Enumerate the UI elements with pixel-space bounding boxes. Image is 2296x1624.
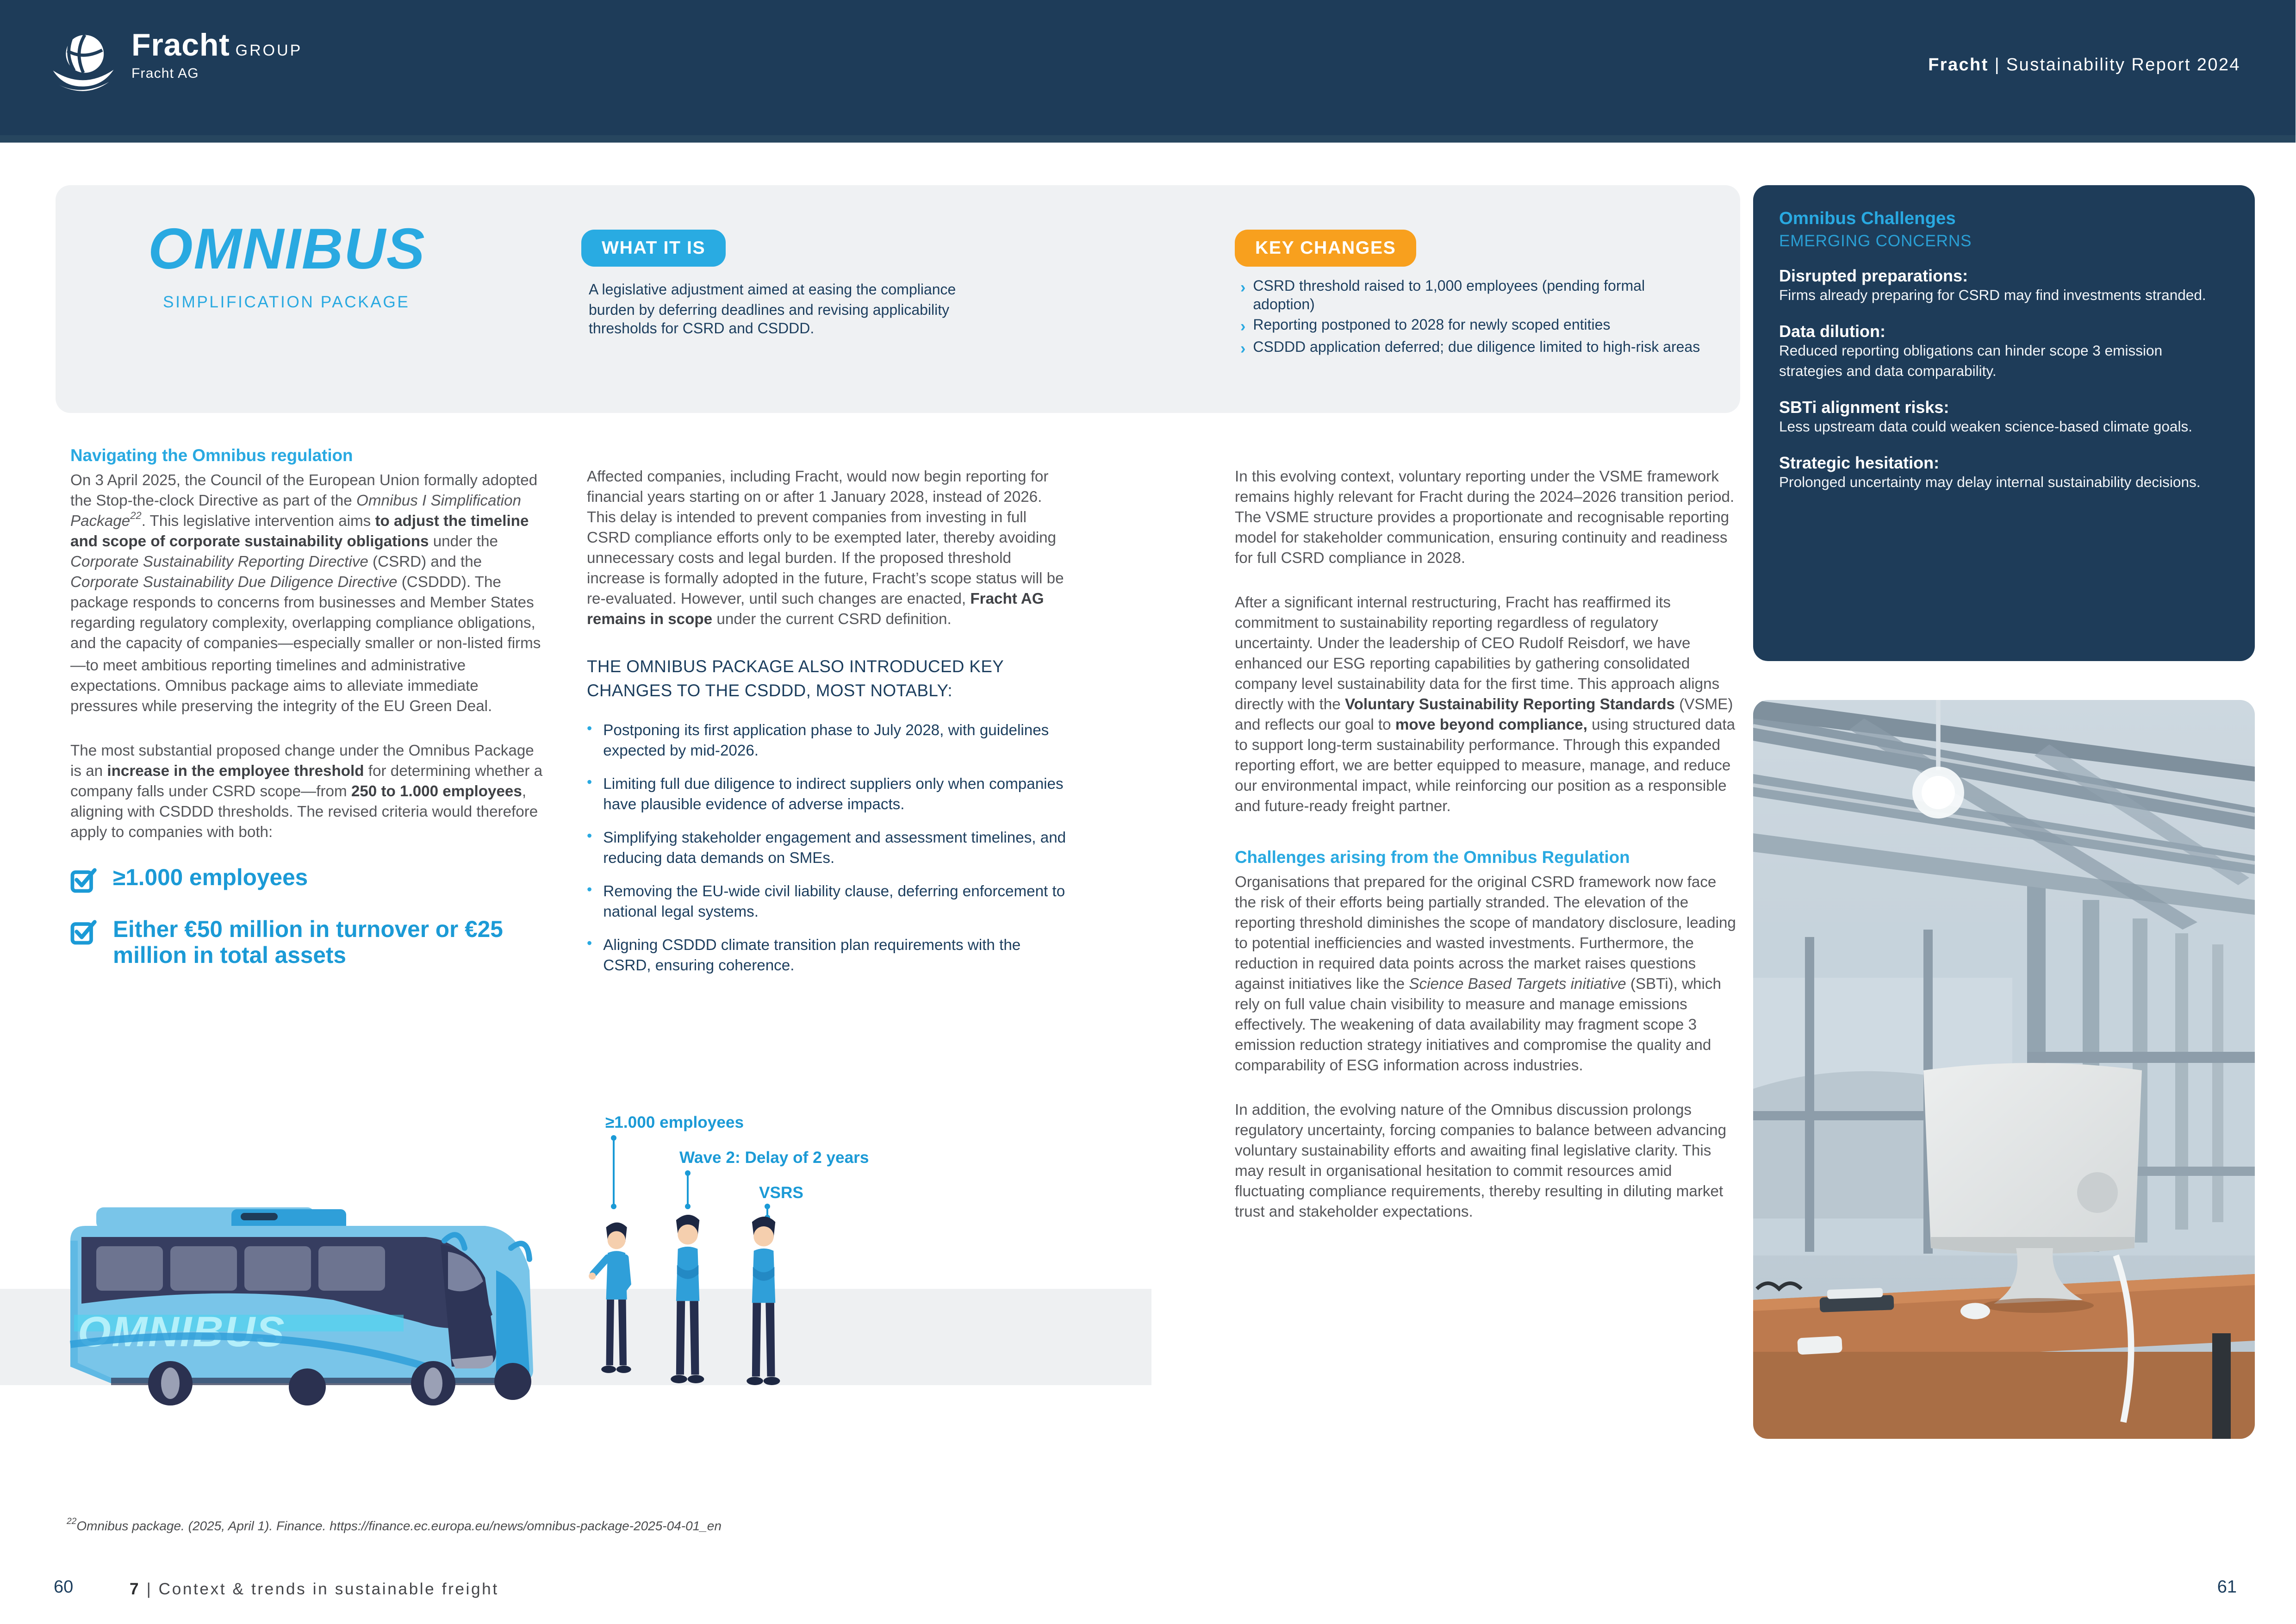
- challenges-sidebar: [1753, 185, 2255, 661]
- column-3: [1235, 467, 1740, 1241]
- bullet-icon: •: [587, 882, 592, 899]
- col1-heading: Navigating the Omnibus regulation: [70, 446, 353, 465]
- concern-text: Prolonged uncertainty may delay internal sustainability decisions.: [1779, 474, 2201, 491]
- checklist-item: [70, 864, 548, 894]
- checklist-label: ≥1.000 employees: [113, 864, 308, 891]
- concern-heading: SBTi alignment risks:: [1779, 398, 1949, 417]
- concern-item: [1779, 398, 2229, 437]
- header-bar: [0, 0, 2296, 143]
- footer-section-title: | Context & trends in sustainable freight: [140, 1579, 499, 1597]
- checklist-item: [70, 916, 548, 970]
- checkbox-icon: [70, 918, 98, 946]
- bullet-text: Limiting full due diligence to indirect suppliers only when companies have plausible evidence of adverse impacts.: [603, 774, 1064, 813]
- brand-suffix: GROUP: [235, 41, 303, 59]
- column-1: [70, 444, 548, 970]
- brand-name: Fracht: [131, 28, 230, 63]
- concern-text: Firms already preparing for CSRD may find investments stranded.: [1779, 287, 2206, 304]
- col2-heading: THE OMNIBUS PACKAGE ALSO INTRODUCED KEY CHANGES TO THE CSDDD, MOST NOTABLY:: [587, 658, 1004, 700]
- footer-section: [130, 1579, 499, 1597]
- bullet-text: Removing the EU-wide civil liability clause, deferring enforcement to national legal systems.: [603, 882, 1065, 921]
- concern-text: Less upstream data could weaken science-based climate goals.: [1779, 418, 2193, 435]
- col2-paragraph-1: Affected companies, including Fracht, would now begin reporting for financial years starting on or after 1 January 2028, instead of 2026. This delay is intended to prevent companies from investing in full CSRD compliance efforts only to be exempted later, thereby avoiding unnecessary costs and legal burden. If the proposed threshold increase is formally adopted in the future, Fracht’s scope status will be re-evaluated. However, until such changes are enacted, Fracht AG remains in scope under the current CSRD definition.: [587, 467, 1064, 628]
- omnibus-bus-illustration: [56, 1207, 541, 1405]
- concern-text: Reduced reporting obligations can hinder scope 3 emission strategies and data comparability.: [1779, 343, 2163, 379]
- header-divider: [0, 135, 2296, 143]
- footer-section-number: 7: [130, 1579, 141, 1597]
- svg-text:OMNIBUS: OMNIBUS: [78, 1308, 286, 1355]
- bullet-item: [587, 882, 1072, 923]
- concern-item: [1779, 454, 2229, 493]
- footnote: $^{22}$Omnibus package. (2025, April 1). Finance. https://finance.ec.europa.eu/news/omnibus-package-2025-04-01_en: [67, 1518, 722, 1534]
- report-title-bold: Fracht: [1928, 56, 1989, 76]
- hero-subtitle: SIMPLIFICATION PACKAGE: [163, 293, 410, 311]
- hero-title: OMNIBUS: [148, 217, 426, 281]
- bullet-icon: •: [587, 936, 592, 953]
- report-title: [1928, 56, 2240, 76]
- bullet-text: Aligning CSDDD climate transition plan requirements with the CSRD, ensuring coherence.: [603, 936, 1021, 975]
- sidebar-subtitle: EMERGING CONCERNS: [1779, 231, 1972, 250]
- checklist-label: Either €50 million in turnover or €25 million in total assets: [113, 916, 503, 969]
- bullet-icon: •: [587, 828, 592, 845]
- brand-subtitle: Fracht AG: [131, 65, 199, 81]
- key-changes-list: [1240, 278, 1707, 359]
- col3-paragraph-3: Organisations that prepared for the original CSRD framework now face the risk of their efforts being partially stranded. The elevation of the reporting threshold diminishes the scope of mandatory disclosure, leading to potential inefficiencies and wasted investments. Furthermore, the reduction in required data points across the market raises questions against initiatives like the Science Based Targets initiative (SBTi), which rely on full value chain visibility to measure and manage emissions effectively. The weakening of data availability may fragment scope 3 emission reduction strategy initiatives and compromise the quality and comparability of ESG information across industries.: [1235, 871, 1736, 1074]
- col1-paragraph-1: On 3 April 2025, the Council of the European Union formally adopted the Stop-the-clock Directive as part of the Omnibus I Simplification Package$^{22}$. This legislative intervention aims to adjust the timeline and scope of corporate sustainability obligations under the Corporate Sustainability Reporting Directive (CSRD) and the Corporate Sustainability Due Diligence Directive (CSDDD). The package responds to concerns from businesses and Member States regarding regulatory complexity, overlapping compliance obligations, and the capacity of companies—especially smaller or non-listed firms—to meet ambitious reporting timelines and administrative expectations. Omnibus package aims to alleviate immediate pressures while preserving the integrity of the EU Green Deal.: [70, 470, 541, 714]
- col1-paragraph-2: The most substantial proposed change under the Omnibus Package is an increase in the employee threshold for determining whether a company falls under CSRD scope—from 250 to 1.000 employees, aligning with CSDDD thresholds. The revised criteria would therefore apply to companies with both:: [70, 740, 543, 840]
- col3-paragraph-4: In addition, the evolving nature of the Omnibus discussion prolongs regulatory uncertainty, forcing companies to balance between advancing voluntary sustainability efforts and awaiting final legislative clarity. This may result in organisational hesitation to commit resources amid fluctuating compliance requirements, thereby resulting in diluting market trust and stakeholder expectations.: [1235, 1100, 1727, 1221]
- key-change-text: CSRD threshold raised to 1,000 employees (pending formal adoption): [1253, 278, 1645, 313]
- key-changes-badge: KEY CHANGES: [1235, 230, 1416, 267]
- person-figure-arms-crossed: [665, 1215, 713, 1394]
- col3-paragraph-1: In this evolving context, voluntary reporting under the VSME framework remains highly relevant for Fracht during the 2024–2026 transition period. The VSME structure provides a proportionate and recognisable reporting model for stakeholder communication, ensuring continuity and readiness for full CSRD compliance in 2028.: [1235, 467, 1735, 567]
- pointer-line-2: [687, 1174, 690, 1206]
- bullet-text: Postponing its first application phase to July 2028, with guidelines expected by mid-2026.: [603, 720, 1049, 760]
- figure-label-1: ≥1.000 employees: [605, 1113, 744, 1131]
- key-change-item: [1240, 278, 1707, 316]
- concern-heading: Strategic hesitation:: [1779, 454, 1940, 473]
- office-photo: [1753, 700, 2255, 1439]
- key-change-text: Reporting postponed to 2028 for newly scoped entities: [1253, 317, 1611, 334]
- figure-label-2: Wave 2: Delay of 2 years: [679, 1148, 869, 1167]
- fracht-logo: [50, 30, 302, 96]
- concern-heading: Disrupted preparations:: [1779, 267, 1968, 285]
- csddd-changes-list: [587, 720, 1072, 976]
- concern-item: [1779, 323, 2229, 381]
- person-figure-arms-crossed: [740, 1217, 789, 1396]
- bullet-item: [587, 828, 1072, 869]
- report-title-rest: | Sustainability Report 2024: [1988, 56, 2240, 76]
- pointer-line-1: [613, 1139, 616, 1206]
- key-change-text: CSDDD application deferred; due diligence limited to high-risk areas: [1253, 338, 1700, 355]
- fracht-globe-icon: [50, 30, 117, 96]
- omnibus-hero-panel: [56, 185, 1740, 413]
- col3-heading: Challenges arising from the Omnibus Regulation: [1235, 847, 1630, 866]
- key-change-item: [1240, 338, 1707, 357]
- pointer-line-3: [765, 1206, 768, 1218]
- chevron-icon: ›: [1240, 278, 1246, 296]
- chevron-icon: ›: [1240, 317, 1246, 336]
- what-it-is-badge: WHAT IT IS: [581, 230, 726, 267]
- checkbox-icon: [70, 866, 98, 894]
- figure-label-3: VSRS: [759, 1183, 803, 1202]
- page-number-right: 61: [2217, 1578, 2237, 1598]
- bullet-item: [587, 936, 1072, 976]
- key-change-item: [1240, 318, 1707, 337]
- bullet-icon: •: [587, 720, 592, 737]
- page-number-left: 60: [54, 1578, 74, 1598]
- person-figure-waving: [587, 1213, 635, 1393]
- chevron-icon: ›: [1240, 338, 1246, 357]
- logo-text: [131, 30, 302, 81]
- sidebar-title: Omnibus Challenges: [1779, 209, 1956, 230]
- bullet-item: [587, 775, 1072, 815]
- column-2: [587, 467, 1072, 990]
- bullet-text: Simplifying stakeholder engagement and assessment timelines, and reducing data demands on SMEs.: [603, 828, 1066, 867]
- what-it-is-text: A legislative adjustment aimed at easing the compliance burden by deferring deadlines and revising applicability thresholds for CSRD and CSDDD.: [589, 281, 956, 337]
- bullet-item: [587, 720, 1072, 761]
- bullet-icon: •: [587, 774, 592, 791]
- office-scene-graphic: [1753, 700, 2255, 1439]
- concern-heading: Data dilution:: [1779, 323, 1885, 342]
- concern-item: [1779, 267, 2229, 306]
- col3-paragraph-2: After a significant internal restructuring, Fracht has reaffirmed its commitment to sustainability reporting regardless of regulatory uncertainty. Under the leadership of CEO Rudolf Reisdorf, we have enhanced our ESG reporting capabilities by gathering consolidated company level sustainability data for the first time. This approach aligns directly with the Voluntary Sustainability Reporting Standards (VSME) and reflects our goal to move beyond compliance, using structured data to support long-term sustainability performance. Through this expanded reporting effort, we are better equipped to measure, manage, and reduce our environmental impact, while reinforcing our position as a responsible and future-ready freight partner.: [1235, 593, 1736, 816]
